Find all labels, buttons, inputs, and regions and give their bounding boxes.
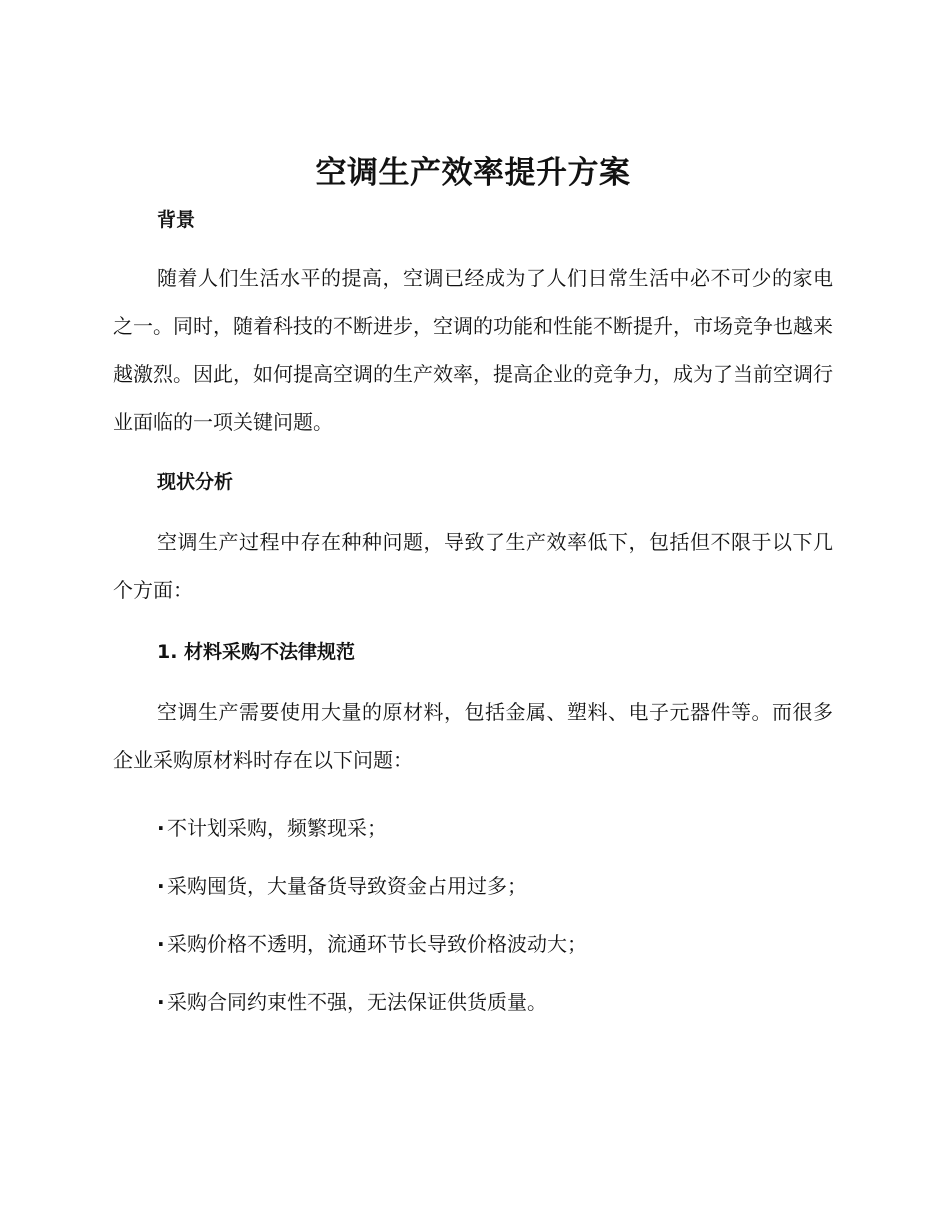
section-heading-background: 背景 xyxy=(157,209,196,231)
bullet-marker: · xyxy=(157,874,165,898)
section-heading-status: 现状分析 xyxy=(157,471,234,493)
bullet-marker: · xyxy=(157,816,165,840)
document-page xyxy=(113,150,833,1016)
list-item xyxy=(113,814,833,842)
list-item xyxy=(113,988,833,1016)
section-heading-item1: 1. 材料采购不法律规范 xyxy=(157,641,356,663)
list-item-text: 采购合同约束性不强，无法保证供货质量。 xyxy=(167,990,547,1014)
paragraph-status: 空调生产过程中存在种种问题，导致了生产效率低下，包括但不限于以下几个方面： xyxy=(113,530,833,602)
bullet-marker: · xyxy=(157,990,165,1014)
list-item-text: 采购价格不透明，流通环节长导致价格波动大； xyxy=(167,932,587,956)
paragraph-item1: 空调生产需要使用大量的原材料，包括金属、塑料、电子元器件等。而很多企业采购原材料时存在以下问题： xyxy=(113,700,833,772)
list-item-text: 采购囤货，大量备货导致资金占用过多； xyxy=(167,874,527,898)
document-title: 空调生产效率提升方案 xyxy=(315,155,631,191)
list-item-text: 不计划采购，频繁现采； xyxy=(167,816,387,840)
bullet-list xyxy=(113,814,833,1016)
paragraph-background: 随着人们生活水平的提高，空调已经成为了人们日常生活中必不可少的家电之一。同时，随着科技的不断进步，空调的功能和性能不断提升，市场竞争也越来越激烈。因此，如何提高空调的生产效率，提高企业的竞争力，成为了当前空调行业面临的一项关键问题。 xyxy=(113,266,833,434)
list-item xyxy=(113,872,833,900)
list-item xyxy=(113,930,833,958)
bullet-marker: · xyxy=(157,932,165,956)
